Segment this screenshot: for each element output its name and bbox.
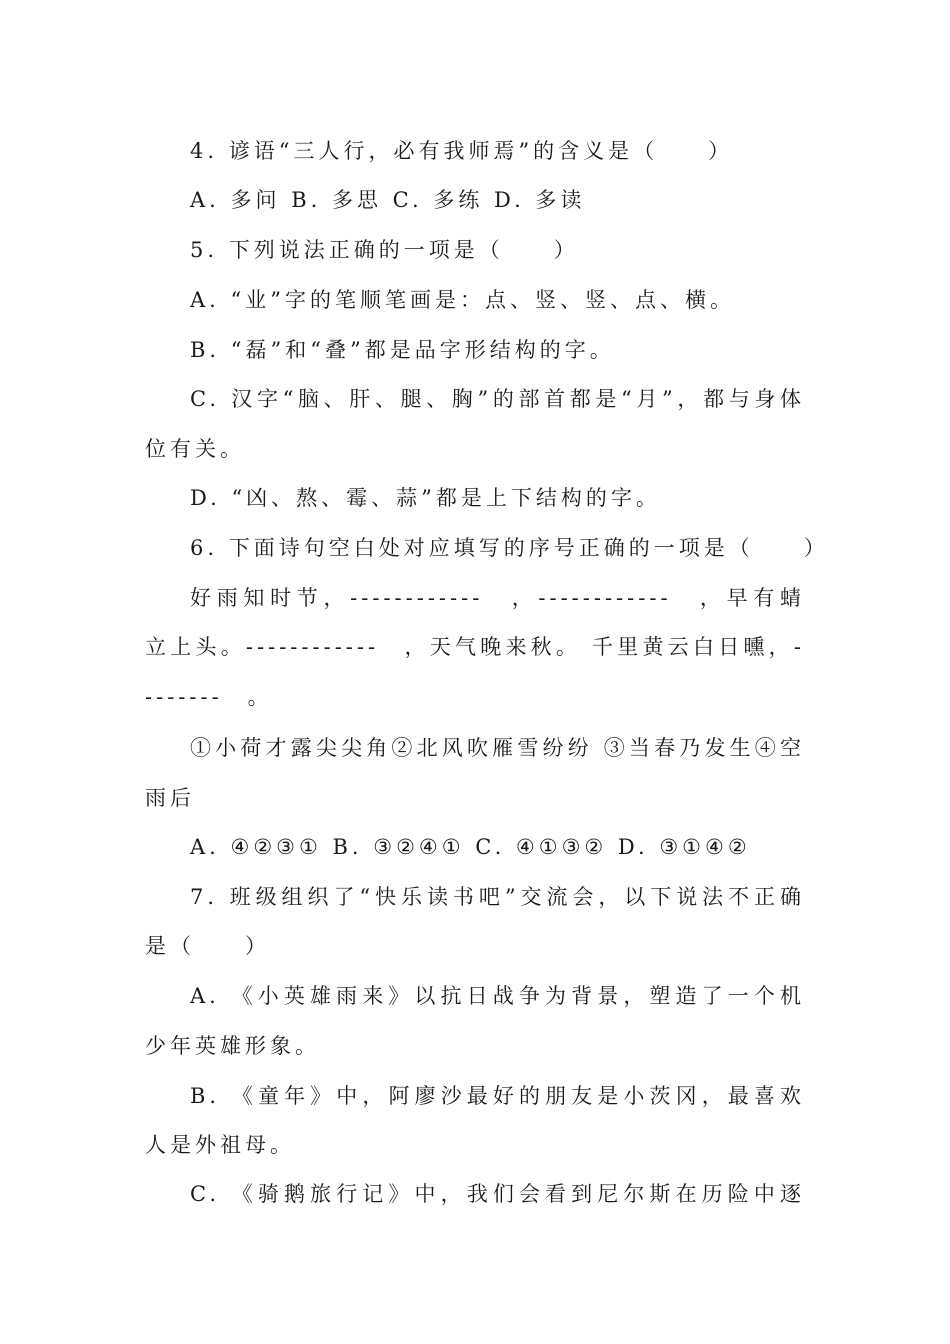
question-5-stem: 5. 下列说法正确的一项是（ ） [190, 238, 579, 262]
poem-line-1: 好雨知时节，------------ ，------------ ，早有蜻 [190, 586, 805, 610]
poem-line-2: 立上头。------------ ，天气晚来秋。 千里黄云白日曛，- [145, 635, 805, 659]
question-5-option-a: A. “业”字的笔顺笔画是：点、竖、竖、点、横。 [190, 288, 735, 312]
question-4-options: A. 多问 B. 多思 C. 多练 D. 多读 [190, 188, 586, 212]
question-5-option-c-continued: 位有关。 [145, 437, 245, 461]
question-7-option-b: B. 《童年》中，阿廖沙最好的朋友是小茨冈，最喜欢 [190, 1084, 805, 1108]
question-6-choices-continued: 雨后 [145, 786, 195, 810]
question-5-option-b: B. “磊”和“叠”都是品字形结构的字。 [190, 338, 615, 362]
question-7-option-a: A. 《小英雄雨来》以抗日战争为背景，塑造了一个机 [190, 984, 805, 1008]
question-7-option-a-continued: 少年英雄形象。 [145, 1034, 320, 1058]
question-5-option-c: C. 汉字“脑、肝、腿、胸”的部首都是“月”，都与身体 [190, 387, 805, 411]
question-7-stem-continued: 是（ ） [145, 934, 270, 958]
poem-line-3: ------- 。 [145, 685, 273, 709]
question-4-stem: 4. 谚语“三人行，必有我师焉”的含义是（ ） [190, 139, 734, 163]
question-6-options: A. ④②③① B. ③②④① C. ④①③② D. ③①④② [190, 835, 751, 859]
question-7-option-b-continued: 人是外祖母。 [145, 1133, 295, 1157]
question-7-stem: 7. 班级组织了“快乐读书吧”交流会，以下说法不正确 [190, 885, 805, 909]
question-6-choices: ①小荷才露尖尖角②北风吹雁雪纷纷 ③当春乃发生④空 [190, 736, 805, 760]
question-7-option-c: C. 《骑鹅旅行记》中，我们会看到尼尔斯在历险中逐 [190, 1182, 805, 1206]
question-5-option-d: D. “凶、熬、霉、蒜”都是上下结构的字。 [190, 486, 661, 510]
question-6-stem: 6. 下面诗句空白处对应填写的序号正确的一项是（ ） [190, 536, 829, 560]
